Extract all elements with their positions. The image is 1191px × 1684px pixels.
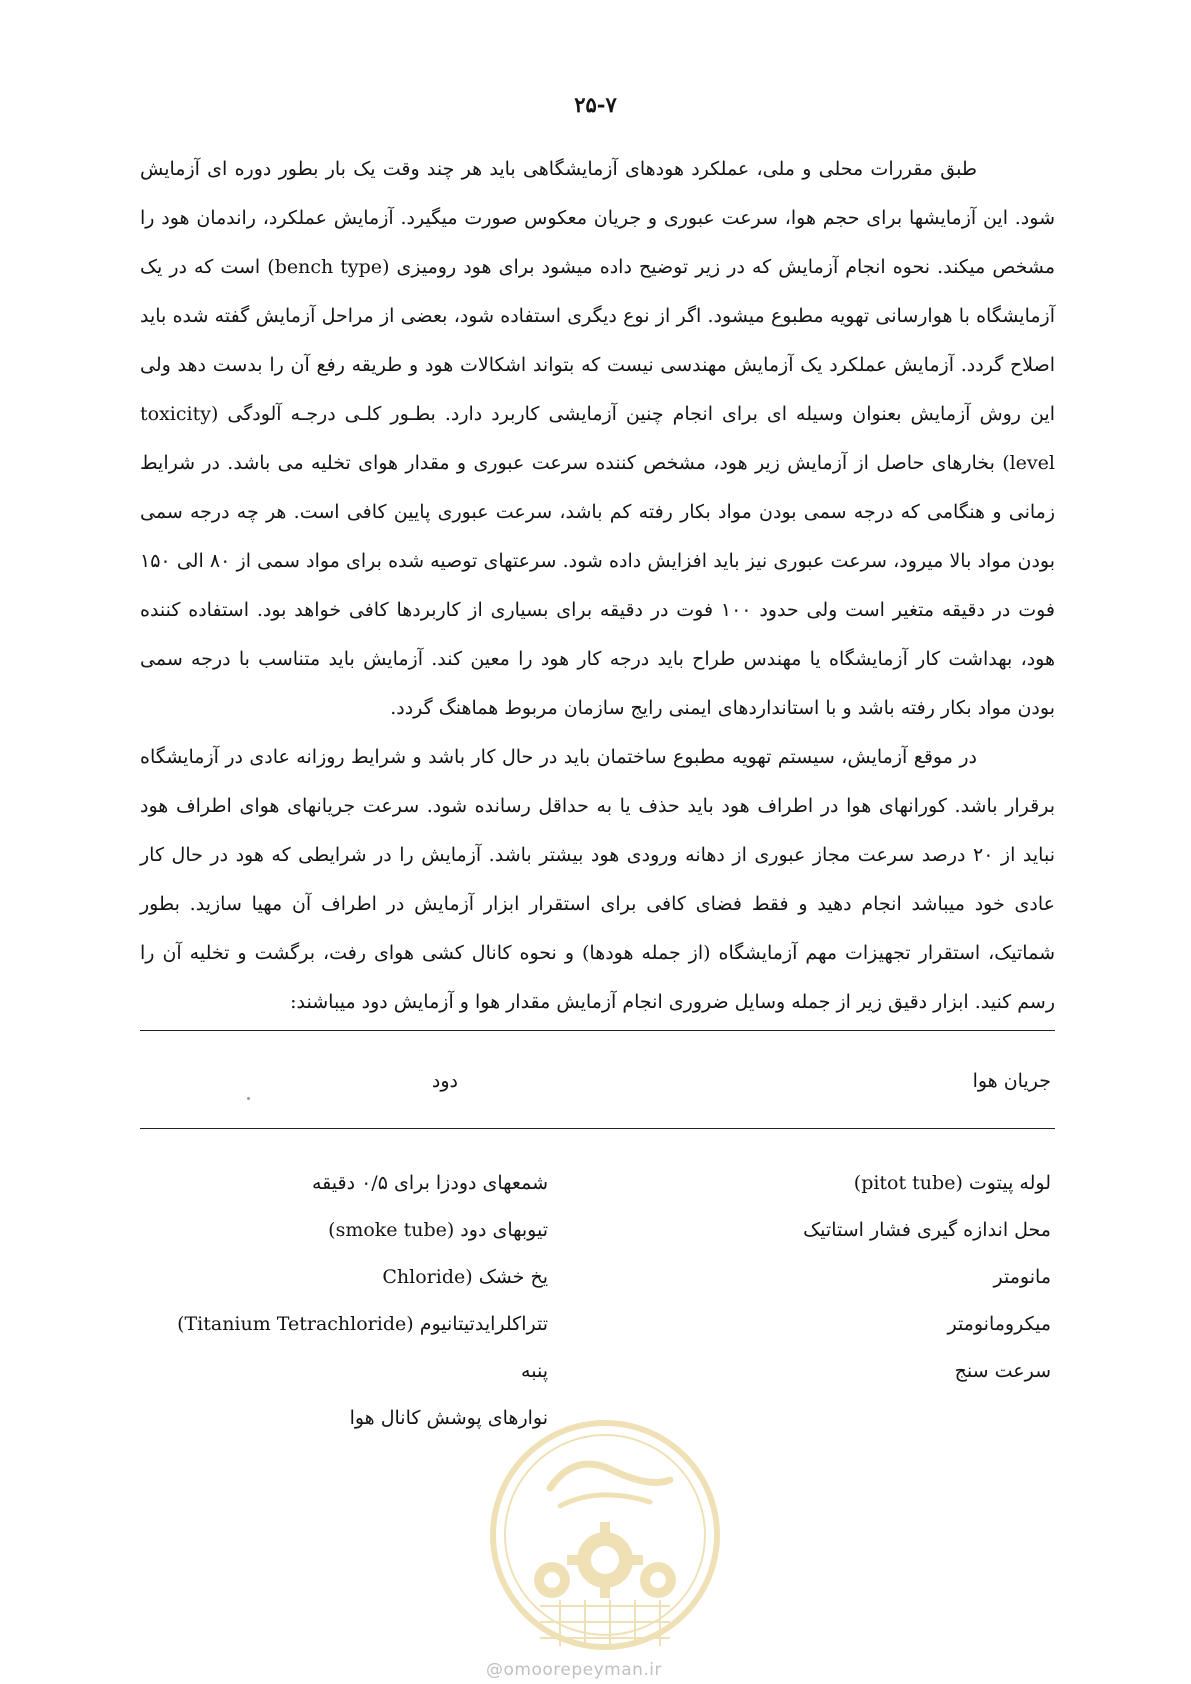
list-item: شمعهای دودزا برای ۰/۵ دقیقه <box>311 1172 548 1194</box>
table-header-rule <box>140 1128 1055 1129</box>
list-item: تتراکلرایدتیتانیوم (Titanium Tetrachloride) <box>177 1313 548 1335</box>
list-item: پنبه <box>521 1360 548 1382</box>
list-item: لوله پیتوت (pitot tube) <box>853 1172 1051 1194</box>
list-item: یخ خشک (Chloride <box>382 1266 548 1288</box>
airflow-instrument-list <box>803 1160 1051 1395</box>
footer-url: @omoorepeyman.ir <box>486 1660 663 1680</box>
gear-scales-seal-icon <box>480 1410 730 1660</box>
list-item: سرعت سنج <box>954 1360 1051 1382</box>
page-number: ۲۵-۷ <box>574 92 617 117</box>
list-item: تیوبهای دود (smoke tube) <box>328 1219 548 1241</box>
paragraph-1: طبق مقررات محلی و ملی، عملکرد هودهای آزمایشگاهی باید هر چند وقت یک بار بطور دوره ای آزمایش شود. این آزمایشها برای حجم هوا، سرعت عبوری و جریان معکوس صورت میگیرد. آزمایش عملکرد، راندمان هود را مشخص میکند. نحوه انجام آزمایش که در زیر توضیح داده میشود برای هود رومیزی (bench type) است که در یک آزمایشگاه با هوارسانی تهویه مطبوع میشود. اگر از نوع دیگری استفاده شود، بعضی از مراحل آزمایش گفته شده باید اصلاح گردد. آزمایش عملکرد یک آزمایش مهندسی نیست که بتواند اشکالات هود و طریقه رفع آن را بدست دهد ولی این روش آزمایش بعنوان وسیله ای برای انجام چنین آزمایشی کاربرد دارد. بطـور کلـی درجـه آلودگی (toxicity level) بخارهای حاصل از آزمایش زیر هود، مشخص کننده سرعت عبوری و مقدار هوای تخلیه می باشد. در شرایط زمانی و هنگامی که درجه سمی بودن مواد بکار رفته کم باشد، سرعت عبوری پایین کافی است. هر چه درجه سمی بودن مواد بالا میرود، سرعت عبوری نیز باید افزایش داده شود. سرعتهای توصیه شده برای مواد سمی از ۸۰ الی ۱۵۰ فوت در دقیقه متغیر است ولی حدود ۱۰۰ فوت در دقیقه برای بسیاری از کاربردها کافی خواهد بود. استفاده کننده هود، بهداشت کار آزمایشگاه یا مهندس طراح باید درجه کار هود را معین کند. آزمایش باید متناسب با درجه سمی بودن مواد بکار رفته باشد و با استانداردهای ایمنی رایج سازمان مربوط هماهنگ گردد. <box>140 158 1056 719</box>
paragraph-2: در موقع آزمایش، سیستم تهویه مطبوع ساختمان باید در حال کار باشد و شرایط روزانه عادی در آزمایشگاه برقرار باشد. کورانهای هوا در اطراف هود باید حذف یا به حداقل رسانده شود. سرعت جریانهای هوای اطراف هود نباید از ۲۰ درصد سرعت مجاز عبوری از دهانه ورودی هود بیشتر باشد. آزمایش را در شرایطی که هود در حال کار عادی خود میباشد انجام دهید و فقط فضای کافی برای استقرار ابزار آزمایش در اطراف آن مهیا سازید. بطور شماتیک، استقرار تجهیزات مهم آزمایشگاه (از جمله هودها) و نحوه کانال کشی هوای رفت، برگشت و تخلیه آن را رسم کنید. ابزار دقیق زیر از جمله وسایل ضروری انجام آزمایش مقدار هوا و آزمایش دود میباشند: <box>140 746 1055 1013</box>
column-header-smoke: دود <box>431 1070 458 1092</box>
column-header-airflow: جریان هوا <box>972 1070 1051 1092</box>
smoke-instrument-list <box>177 1160 548 1442</box>
table-top-rule <box>140 1030 1055 1031</box>
body-text <box>140 145 1055 1027</box>
list-item: محل اندازه گیری فشار استاتیک <box>803 1219 1051 1241</box>
watermark-logo <box>480 1410 730 1660</box>
list-item: مانومتر <box>993 1266 1051 1288</box>
list-item: نوارهای پوشش کانال هوا <box>349 1407 548 1429</box>
scan-speck <box>247 1097 250 1100</box>
list-item: میکرومانومتر <box>947 1313 1051 1335</box>
